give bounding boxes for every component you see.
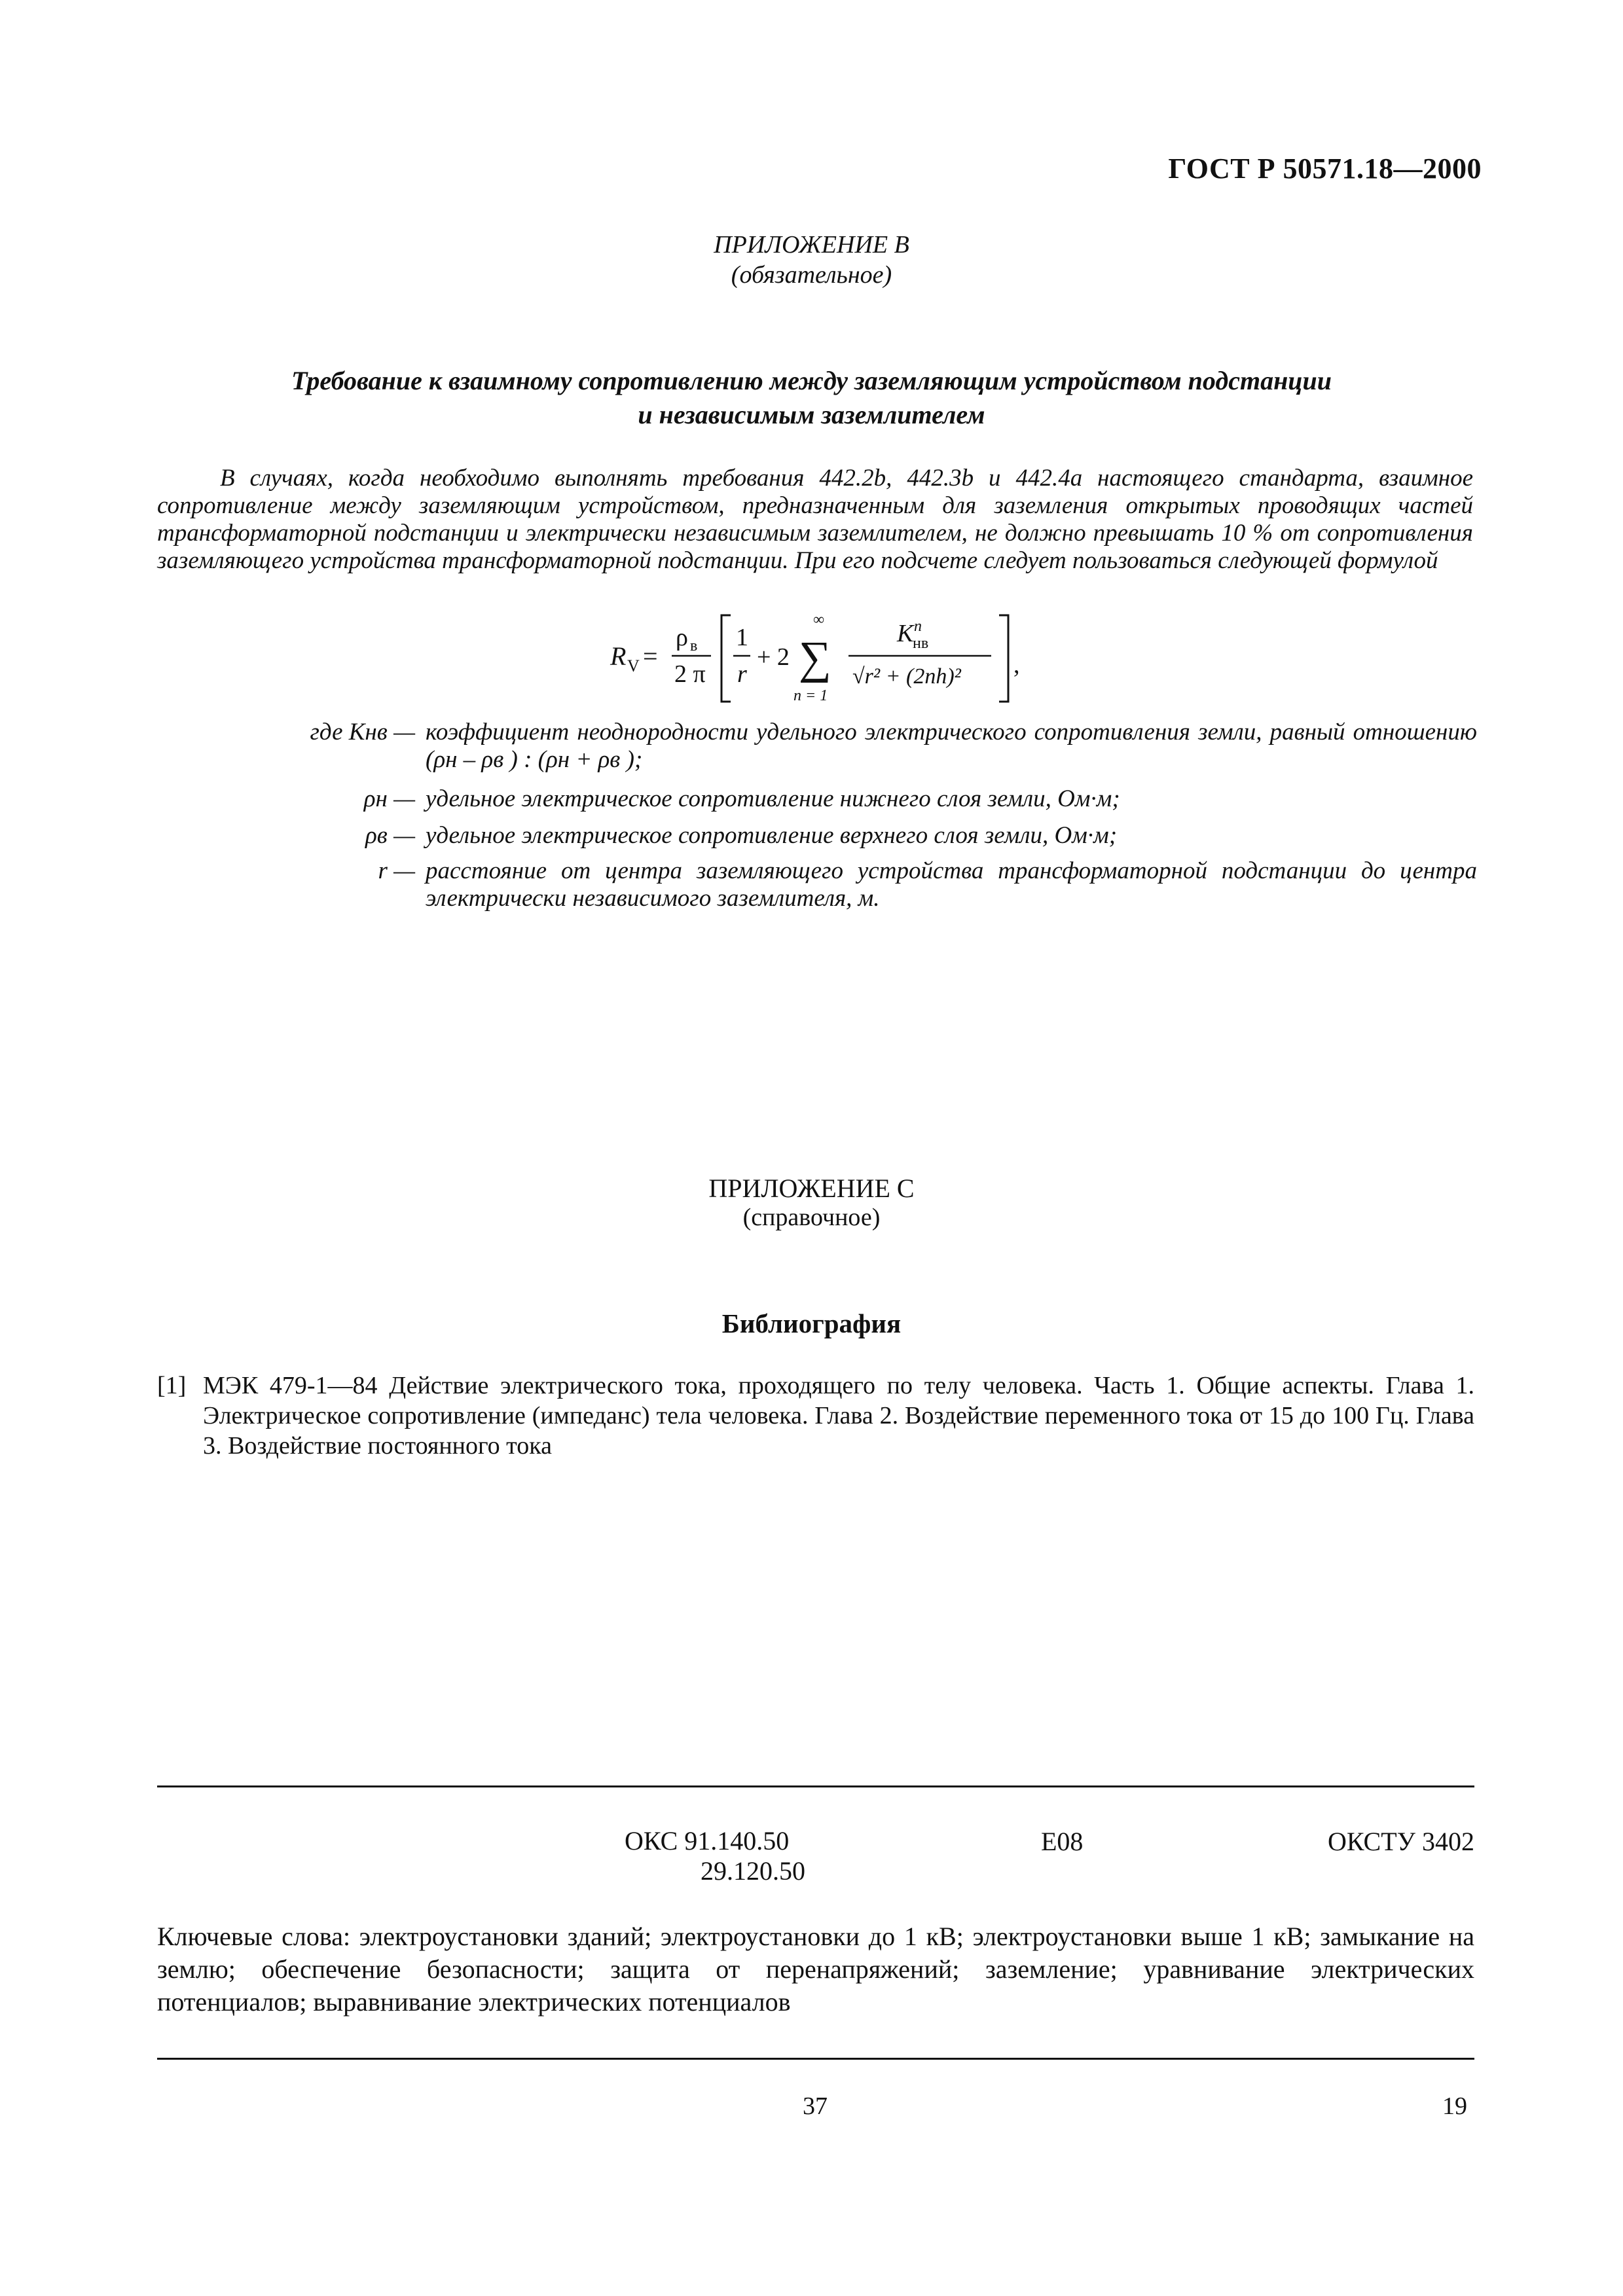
where-symbol: r — [378,857,415,884]
formula-k-sup: n [914,618,922,635]
where-symbol: ρв — [365,822,415,849]
page-number-right: 19 [1442,2092,1467,2120]
appendix-b-title: ПРИЛОЖЕНИЕ В [714,231,909,259]
formula-plus-two: + 2 [757,643,790,671]
page-number-left: 37 [803,2092,828,2120]
oks-code-line1: ОКС 91.140.50 [625,1826,790,1856]
appendix-b-heading-line1: Требование к взаимному сопротивлению между заземляющим устройством подстанции [291,366,1332,395]
where-symbol: где Kнв — [310,719,415,745]
formula-two-pi: 2 π [674,660,706,688]
where-text: удельное электрическое сопротивление верхнего слоя земли, Ом·м; [426,822,1118,849]
where-item [155,785,1477,814]
footer-rule-top [157,1785,1474,1787]
footer-rule-bottom [157,2058,1474,2060]
appendix-b-paragraph-text: В случаях, когда необходимо выполнять требования 442.2b, 442.3b и 442.4a настоящего стандарта, взаимное сопротивление между заземляющим устройством, предназначенным для заземления открытых проводящих частей трансформаторной подстанции и электрически независимым заземлителем, не должно превышать 10 % от сопротивления заземляющего устройства трансформаторной подстанции. При его подсчете следует пользоваться следующей формулой [157,465,1473,574]
bibliography-number: [1] [157,1372,187,1399]
formula-denominator: √r² + (2nh)² [852,664,961,689]
formula-trailing: , [1013,651,1020,679]
bibliography-heading: Библиография [721,1308,902,1338]
where-symbol: ρн — [363,785,415,812]
formula-left-bracket [721,615,731,702]
okstu-code: ОКСТУ 3402 [1327,1827,1474,1856]
formula-sum-lower: n = 1 [793,687,828,704]
bibliography-text: МЭК 479-1—84 Действие электрического тока, проходящего по телу человека. Часть 1. Общие аспекты. Глава 1. Электрическое сопротивление (импеданс) тела человека. Глава 2. Воздействие переменного тока от 15 до 100 Гц. Глава 3. Воздействие постоянного тока [203,1372,1474,1460]
appendix-c-status: (справочное) [742,1204,881,1231]
formula-equals: = [643,641,658,671]
formula-r: r [737,660,747,688]
formula-sum-sign: ∑ [799,633,831,683]
formula-rho: ρ [676,624,688,651]
where-item [155,719,1477,778]
formula-lhs: R [610,641,627,671]
formula-k-sub: нв [913,635,929,652]
appendix-b-status: (обязательное) [731,261,892,289]
appendix-c-title: ПРИЛОЖЕНИЕ С [708,1174,915,1203]
e-code: E08 [1041,1827,1084,1856]
where-item [155,822,1477,851]
appendix-b-paragraph [157,465,1473,575]
appendix-b-heading-line2: и независимым заземлителем [638,400,985,429]
where-text: удельное электрическое сопротивление нижнего слоя земли, Ом·м; [426,785,1120,812]
formula [609,602,1067,713]
oks-code-line2: 29.120.50 [701,1856,805,1886]
formula-svg [609,602,1067,713]
oks-code [625,1826,805,1886]
formula-sum-upper: ∞ [813,611,825,628]
document-id: ГОСТ Р 50571.18—2000 [1168,152,1482,185]
where-item [155,857,1477,916]
appendix-b-heading [0,364,1623,432]
where-text: расстояние от центра заземляющего устройства трансформаторной подстанции до центра электрически независимого заземлителя, м. [426,857,1477,912]
keywords: Ключевые слова: электроустановки зданий; электроустановки до 1 кВ; электроустановки выше 1 кВ; замыкание на землю; обеспечение безопасности; защита от перенапряжений; заземление; уравнивание электрических потенциалов; выравнивание электрических потенциалов [157,1922,1474,2017]
formula-right-bracket [999,615,1008,702]
formula-lhs-sub: V [627,656,640,675]
where-text: коэффициент неоднородности удельного электрического сопротивления земли, равный отношению (ρн – ρв ) : (ρн + ρв ); [426,719,1477,773]
formula-one: 1 [736,624,748,651]
formula-k: K [897,620,914,647]
formula-rho-sub: в [690,637,698,655]
